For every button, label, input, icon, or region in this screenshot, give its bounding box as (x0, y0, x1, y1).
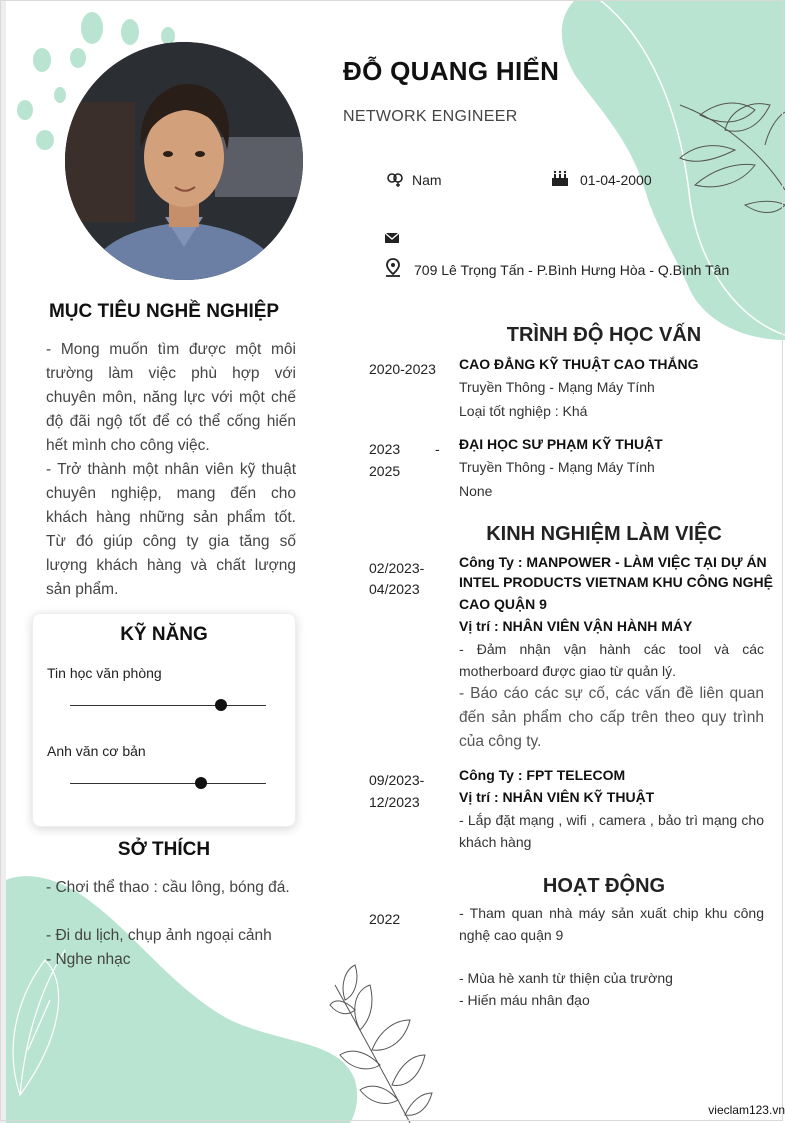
experience-heading: KINH NGHIỆM LÀM VIỆC (486, 523, 722, 545)
education-date-start: 2023 (369, 441, 401, 457)
hobbies-heading: SỞ THÍCH (117, 839, 211, 860)
experience-date: 09/2023- (369, 772, 425, 788)
experience-date: 02/2023- (369, 560, 425, 576)
location-pin-icon (384, 258, 402, 276)
experience-description: - Đảm nhận vận hành các tool và các motherboard được giao từ quản lý. (459, 641, 764, 679)
candidate-name: ĐỖ QUANG HIỂN (343, 56, 560, 86)
experience-company: Công Ty : FPT TELECOM (459, 767, 626, 783)
job-title: NETWORK ENGINEER (343, 108, 518, 125)
birthday-value: 01-04-2000 (580, 172, 652, 188)
activity-item: - Mùa hè xanh từ thiện của trường (459, 970, 673, 986)
watermark: vieclam123.vn (708, 1103, 785, 1117)
hobby-item: - Đi du lịch, chụp ảnh ngoại cảnh (46, 927, 272, 944)
experience-position: Vị trí : NHÂN VIÊN VẬN HÀNH MÁY (459, 618, 693, 634)
hobby-item: - Nghe nhạc (46, 951, 131, 968)
skills-heading: KỸ NĂNG (120, 624, 208, 645)
objective-heading: MỤC TIÊU NGHỀ NGHIỆP (48, 301, 280, 322)
experience-company: CAO QUẬN 9 (459, 596, 547, 612)
address-value: 709 Lê Trọng Tấn - P.Bình Hưng Hòa - Q.Bình Tân (414, 262, 730, 278)
activity-item: - Hiến máu nhân đạo (459, 992, 590, 1008)
experience-description: - Báo cáo các sự cố, các vấn đề liên quan đến sản phẩm cho cấp trên theo quy trình của công ty. (459, 685, 764, 750)
education-date-separator: - (435, 441, 440, 457)
experience-company: INTEL PRODUCTS VIETNAM KHU CÔNG NGHỆ (459, 574, 773, 590)
activity-item: - Tham quan nhà máy sản xuất chip khu công nghệ cao quận 9 (459, 905, 764, 943)
education-date: 2020-2023 (369, 361, 436, 377)
avatar-portrait (65, 42, 303, 280)
education-major: Truyền Thông - Mạng Máy Tính (459, 459, 655, 475)
skill-label: Tin học văn phòng (47, 665, 162, 681)
education-school: CAO ĐẲNG KỸ THUẬT CAO THẮNG (459, 356, 699, 372)
skill-slider-knob[interactable] (215, 699, 227, 711)
education-date-end: 2025 (369, 463, 401, 479)
experience-date: 12/2023 (369, 794, 420, 810)
experience-description: - Lắp đặt mạng , wifi , camera , bảo trì mạng cho khách hàng (459, 812, 764, 850)
avatar (65, 42, 303, 280)
education-extra: None (459, 483, 493, 499)
hobby-item: - Chơi thể thao : cầu lông, bóng đá. (46, 879, 290, 896)
activity-date: 2022 (369, 911, 401, 927)
experience-position: Vị trí : NHÂN VIÊN KỸ THUẬT (459, 789, 655, 805)
envelope-icon (384, 229, 402, 247)
education-major: Truyền Thông - Mạng Máy Tính (459, 379, 655, 395)
experience-date: 04/2023 (369, 581, 420, 597)
skill-slider-track (70, 705, 266, 706)
skill-label: Anh văn cơ bản (47, 743, 146, 759)
email-redaction (412, 241, 562, 244)
education-grade: Loại tốt nghiệp : Khá (459, 403, 588, 419)
experience-company: Công Ty : MANPOWER - LÀM VIỆC TẠI DỰ ÁN (459, 554, 767, 570)
education-heading: TRÌNH ĐỘ HỌC VẤN (506, 324, 702, 346)
gender-icon (386, 170, 404, 188)
gender-value: Nam (412, 172, 442, 188)
education-school: ĐẠI HỌC SƯ PHẠM KỸ THUẬT (459, 436, 663, 452)
objective-paragraph-2: - Trở thành một nhân viên kỹ thuật chuyên nghiệp, mang đến cho khách hàng những sản phẩm tốt. Từ đó giúp công ty gia tăng số lượng khách hàng và chất lượng sản phẩm. (46, 461, 296, 598)
skill-slider-track (70, 783, 266, 784)
activities-heading: HOẠT ĐỘNG (542, 875, 666, 897)
objective-paragraph-1: - Mong muốn tìm được một môi trường làm việc phù hợp với chuyên môn, năng lực với một chế độ đãi ngộ tốt để có thể cống hiến hết mình cho công việc. (46, 341, 296, 454)
birthday-cake-icon (551, 169, 569, 187)
